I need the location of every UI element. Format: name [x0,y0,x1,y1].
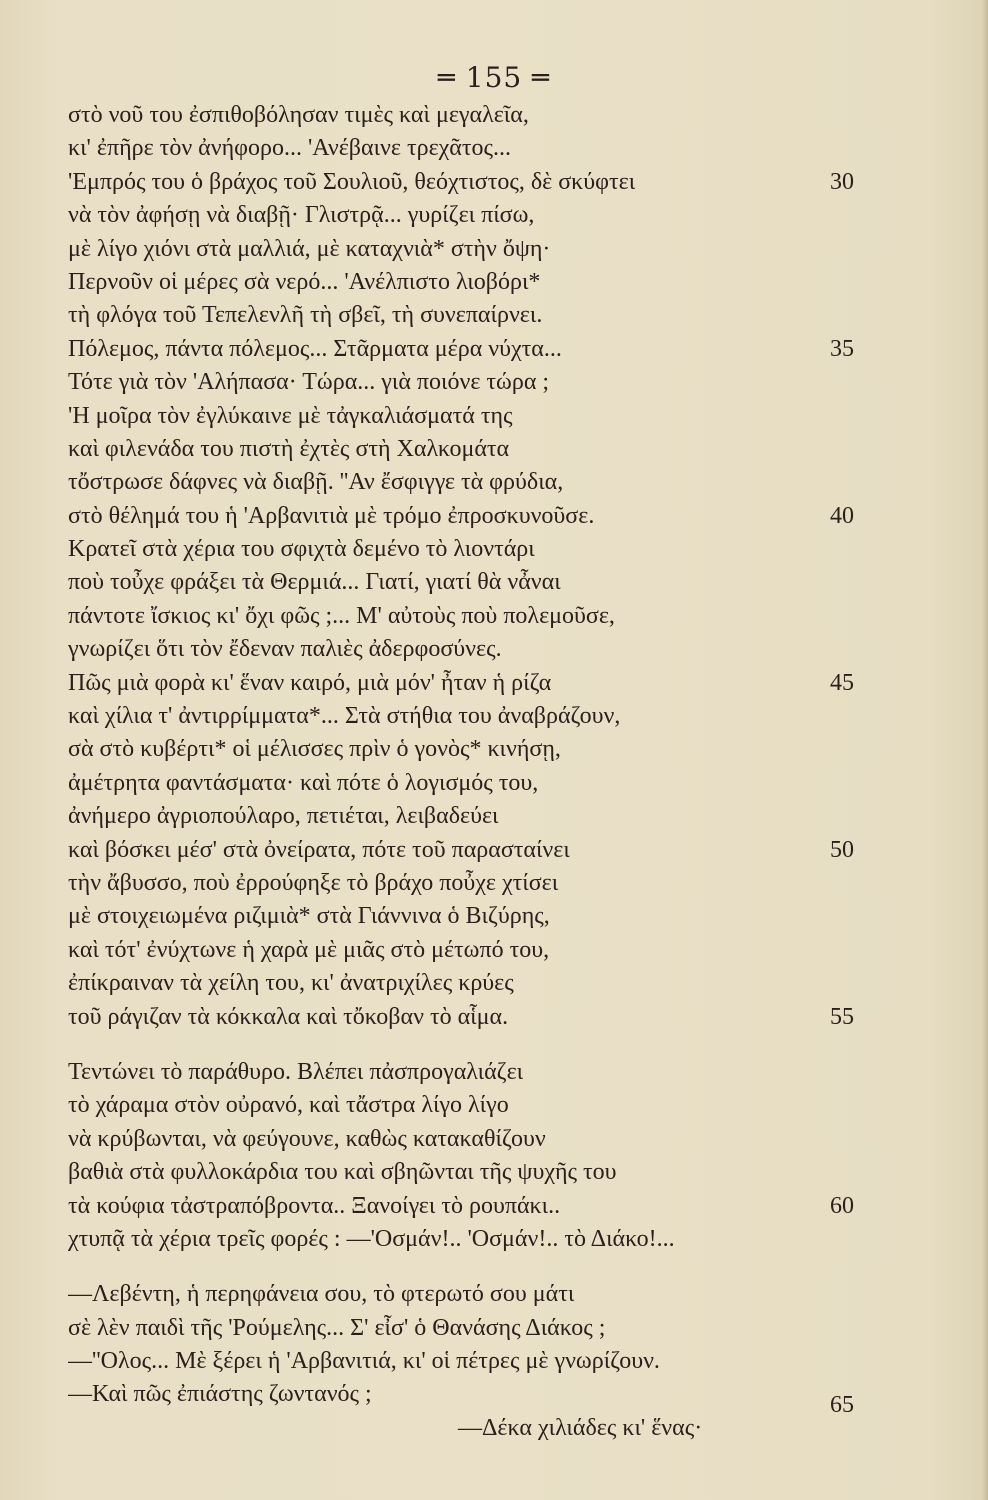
poem-text [68,99,880,1445]
poem-line: Πόλεμος, πάντα πόλεμος... Στᾶρματα μέρα νύχτα... [68,335,562,362]
poem-line: καὶ τότ' ἐνύχτωνε ἡ χαρὰ μὲ μιᾶς στὸ μέτωπό του, [68,936,550,963]
poem-line: Τότε γιὰ τὸν 'Αλήπασα· Τώρα... γιὰ ποιόνε τώρα ; [68,369,550,396]
poem-line: σὲ λὲν παιδὶ τῆς 'Ρούμελης... Σ' εἶσ' ὁ Θανάσης Διάκος ; [68,1314,606,1341]
poem-line: 'Εμπρός του ὁ βράχος τοῦ Σουλιοῦ, θεόχτιστος, δὲ σκύφτει [68,168,636,195]
poem-line: ποὺ τοὖχε φράξει τὰ Θερμιά... Γιατί, γιατί θὰ νἆναι [68,569,561,596]
stanza-2 [68,1056,880,1256]
poem-line: νὰ κρύβωνται, νὰ φεύγουνε, καθὼς κατακαθίζουν [68,1125,546,1152]
poem-line: μὲ στοιχειωμένα ριζιμιὰ* στὰ Γιάννινα ὁ Βιζύρης, [68,903,550,930]
poem-line: —Καὶ πῶς ἐπιάστης ζωντανός ; [68,1381,372,1408]
poem-line: τὴ φλόγα τοῦ Τεπελενλῆ τὴ σβεῖ, τὴ συνεπαίρνει. [68,302,543,329]
poem-line: καὶ φιλενάδα του πιστὴ ἐχτὲς στὴ Χαλκομάτα [68,435,510,462]
line-number: 45 [830,669,854,696]
poem-line: τοῦ ράγιζαν τὰ κόκκαλα καὶ τὄκοβαν τὸ αἷμα. [68,1003,509,1030]
poem-line: στὸ θέλημά του ἡ 'Αρβανιτιὰ μὲ τρόμο ἐπροσκυνοῦσε. [68,502,595,529]
poem-line: —Λεβέντη, ἡ περηφάνεια σου, τὸ φτερωτό σου μάτι [68,1281,575,1308]
poem-line: —Δέκα χιλιάδες κι' ἕνας· [458,1414,703,1441]
line-number: 40 [830,502,854,529]
poem-line: 'Η μοῖρα τὸν ἐγλύκαινε μὲ τἀγκαλιάσματά της [68,402,513,429]
poem-line: νὰ τὸν ἀφήσῃ νὰ διαβῇ· Γλιστρᾷ... γυρίζει πίσω, [68,202,535,229]
poem-line: τὰ κούφια τἀστραπόβροντα.. Ξανοίγει τὸ ρουπάκι.. [68,1192,561,1219]
poem-line: τὴν ἄβυσσο, ποὺ ἐρρούφηξε τὸ βράχο ποὖχε χτίσει [68,869,559,896]
poem-line: μὲ λίγο χιόνι στὰ μαλλιά, μὲ καταχνιὰ* στὴν ὄψη· [68,235,551,262]
poem-line: τὸ χάραμα στὸν οὐρανό, καὶ τἄστρα λίγο λίγο [68,1092,509,1119]
poem-line: κι' ἐπῆρε τὸν ἀνήφορο... 'Ανέβαινε τρεχᾶτος... [68,135,512,162]
page-number: ═ 155 ═ [438,61,550,94]
poem-line: ἀμέτρητα φαντάσματα· καὶ πότε ὁ λογισμός του, [68,769,539,796]
poem-line: καὶ βόσκει μέσ' στὰ ὀνείρατα, πότε τοῦ παρασταίνει [68,836,570,863]
poem-line: Κρατεῖ στὰ χέρια του σφιχτὰ δεμένο τὸ λιοντάρι [68,536,535,563]
poem-line: βαθιὰ στὰ φυλλοκάρδια του καὶ σβηῶνται τῆς ψυχῆς του [68,1159,617,1186]
stanza-3 [68,1278,880,1445]
poem-line: —''Ολος... Μὲ ξέρει ἡ 'Αρβανιτιά, κι' οἱ πέτρες μὲ γνωρίζουν. [68,1348,660,1375]
line-number: 35 [830,335,854,362]
poem-line: τὄστρωσε δάφνες νὰ διαβῇ. ''Αν ἔσφιγγε τὰ φρύδια, [68,469,564,496]
poem-line: Πῶς μιὰ φορὰ κι' ἕναν καιρό, μιὰ μόν' ἦταν ἡ ρίζα [68,669,552,696]
poem-line: καὶ χίλια τ' ἀντιρρίμματα*... Στὰ στήθια του ἀναβράζουν, [68,703,621,730]
poem-line: ἐπίκραιναν τὰ χείλη του, κι' ἀνατριχίλες κρύες [68,970,514,997]
poem-line: πάντοτε ἴσκιος κι' ὄχι φῶς ;... Μ' αὐτοὺς ποὺ πολεμοῦσε, [68,602,615,629]
poem-line: Τεντώνει τὸ παράθυρο. Βλέπει πἀσπρογαλιάζει [68,1058,524,1085]
line-number: 55 [830,1003,854,1030]
page-edge-shadow [982,0,988,1500]
line-number: 50 [830,836,854,863]
stanza-gap [68,1034,880,1056]
stanza-gap [68,1256,880,1278]
poem-line: στὸ νοῦ του ἐσπιθοβόλησαν τιμὲς καὶ μεγαλεῖα, [68,102,529,128]
poem-line: Περνοῦν οἱ μέρες σὰ νερό... 'Ανέλπιστο λιοβόρι* [68,268,541,295]
poem-line: χτυπᾷ τὰ χέρια τρεῖς φορές : —'Οσμάν!.. 'Οσμάν!.. τὸ Διάκο!... [68,1225,675,1252]
line-number: 30 [830,168,854,195]
poem-line: σὰ στὸ κυβέρτι* οἱ μέλισσες πρὶν ὁ γονὸς* κινήσῃ, [68,736,561,763]
poem-line: γνωρίζει ὅτι τὸν ἔδεναν παλιὲς ἀδερφοσύνες. [68,636,502,663]
line-number: 65 [830,1392,854,1419]
poem-line: ἀνήμερο ἀγριοπούλαρο, πετιέται, λειβαδεύει [68,803,499,830]
stanza-1 [68,99,880,1034]
line-number: 60 [830,1192,854,1219]
